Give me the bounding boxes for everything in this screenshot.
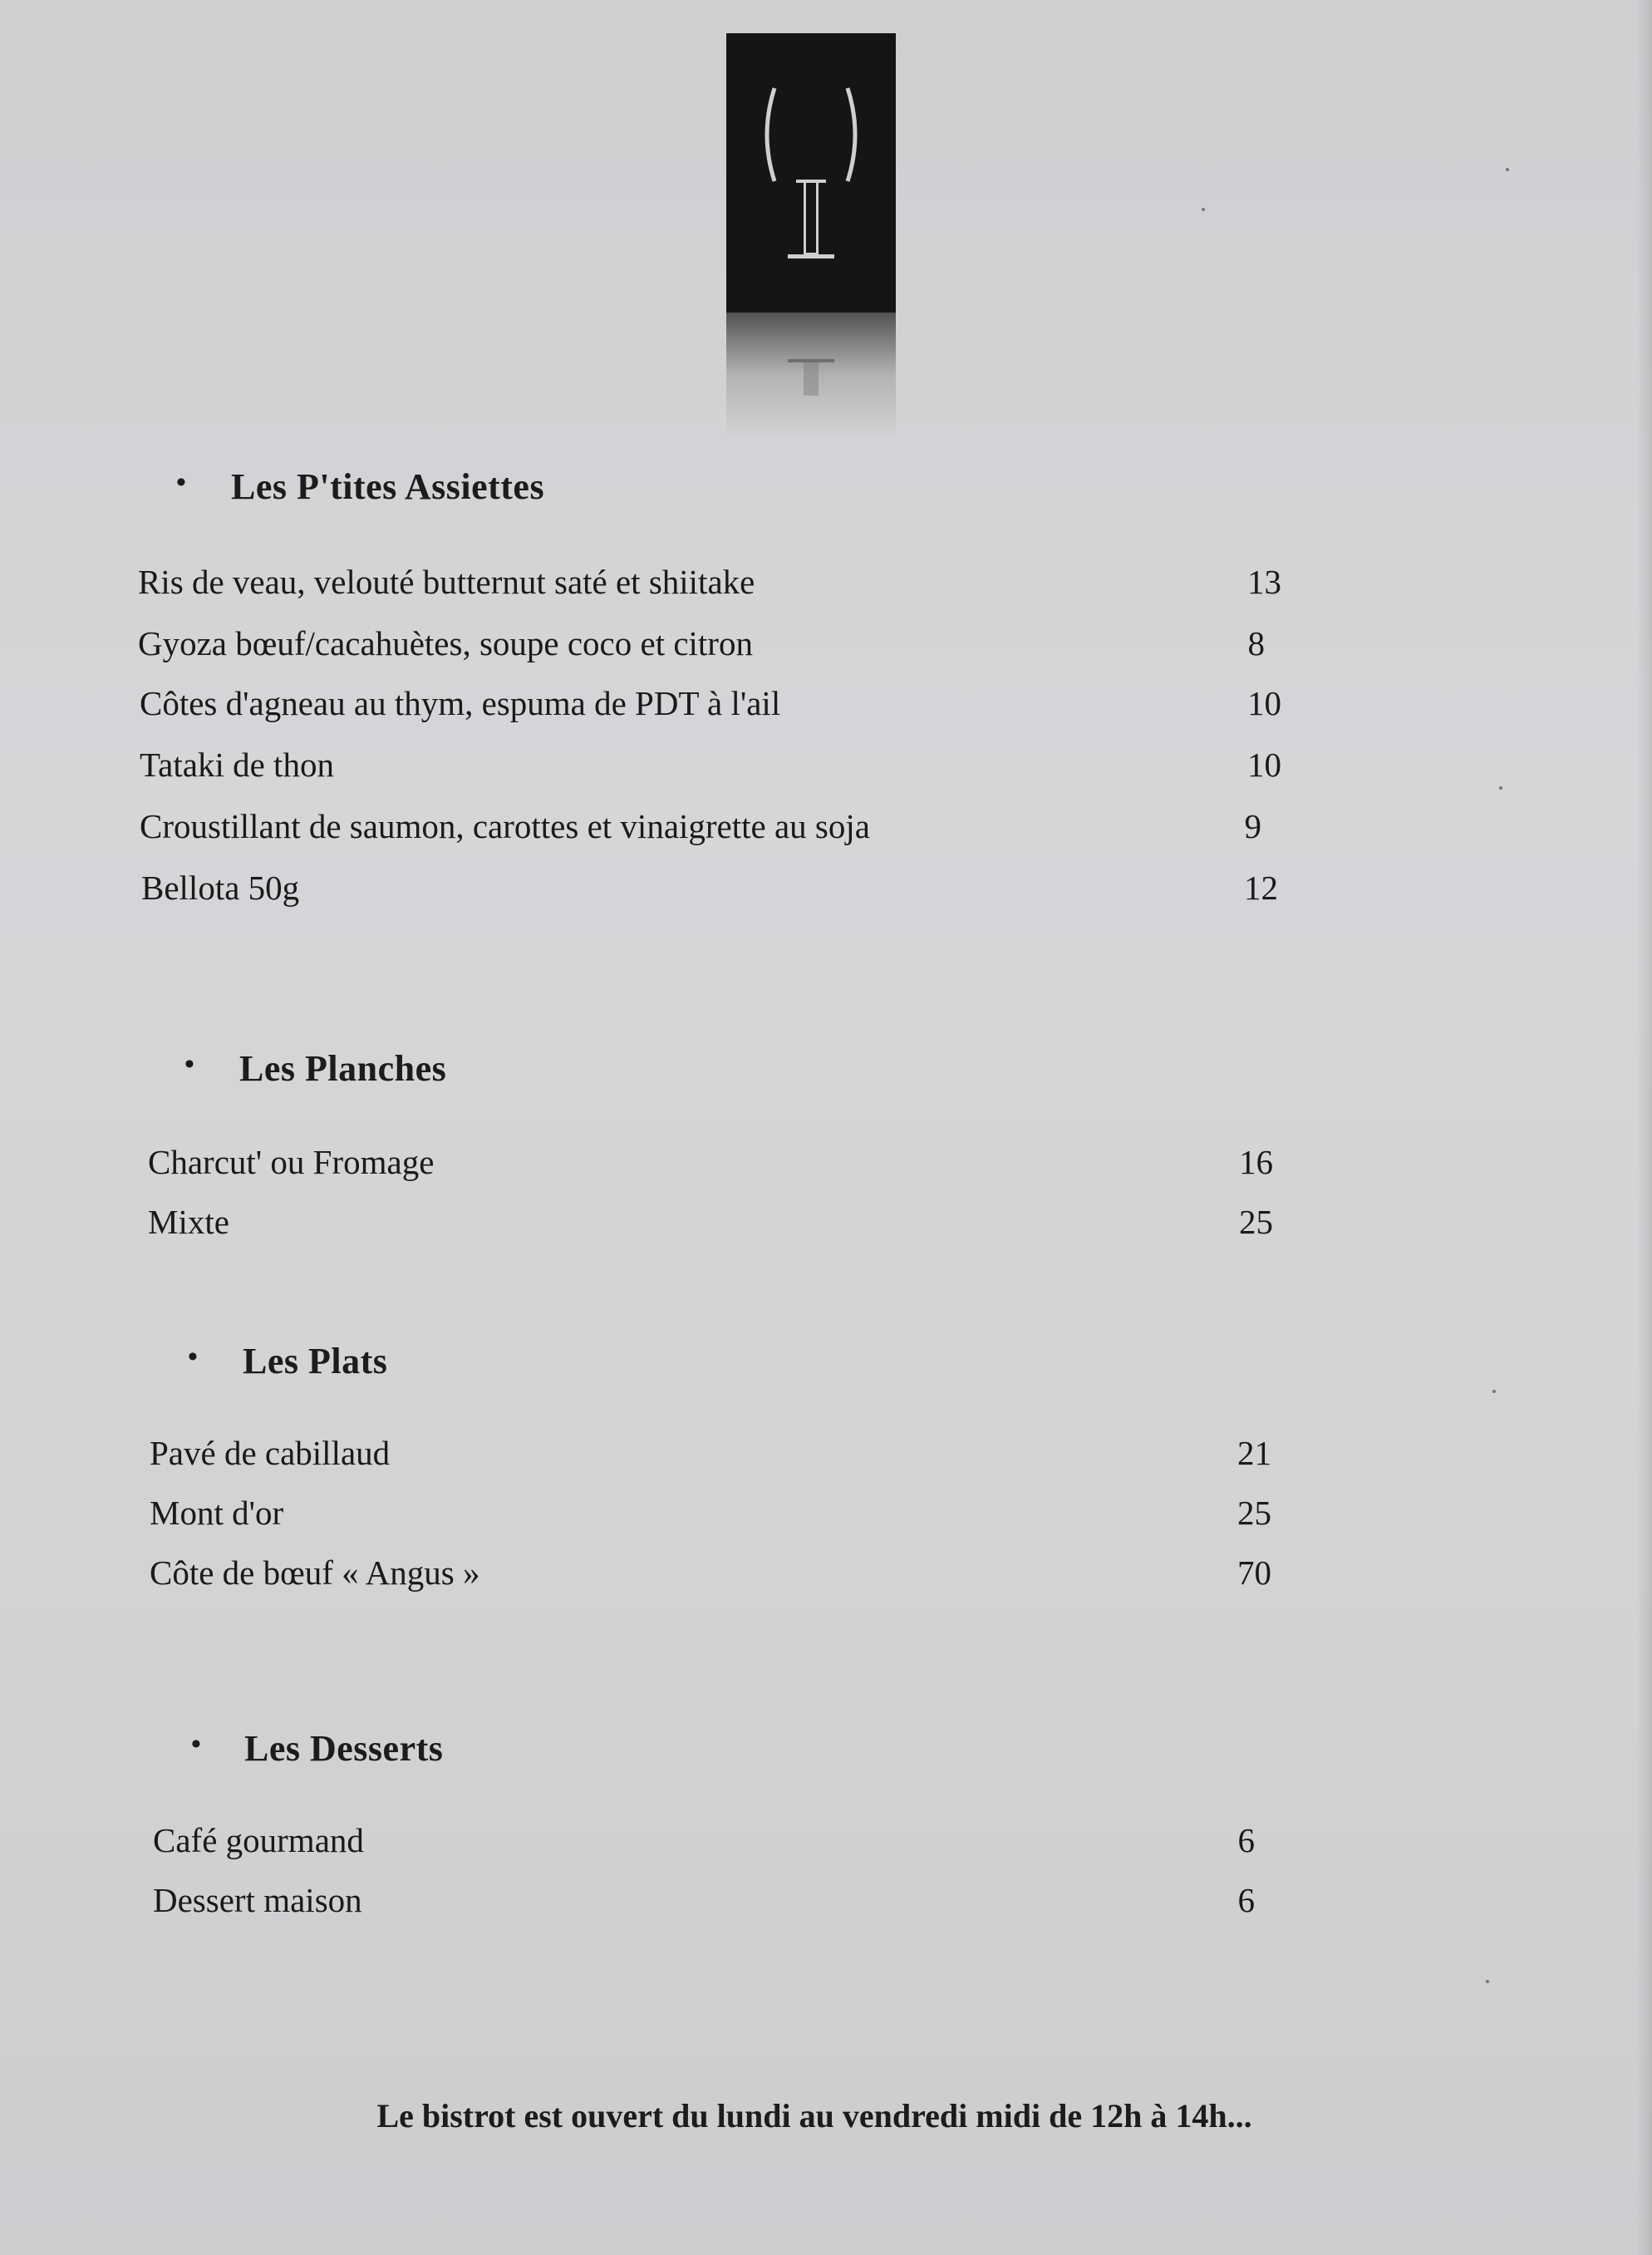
wine-glass-icon — [726, 33, 896, 432]
logo — [726, 33, 896, 416]
section-bullet: • — [191, 1729, 201, 1760]
paper-speck — [1506, 168, 1509, 171]
menu-item-price: 70 — [1237, 1553, 1271, 1592]
section-heading-ptites-assiettes: Les P'tites Assiettes — [231, 466, 545, 507]
menu-item-price: 9 — [1244, 807, 1261, 845]
menu-item-name: Pavé de cabillaud — [150, 1434, 391, 1472]
menu-item-name: Bellota 50g — [141, 869, 300, 907]
section-heading-plats: Les Plats — [243, 1341, 388, 1381]
section-bullet: • — [184, 1049, 194, 1080]
section-bullet: • — [176, 467, 186, 498]
menu-item-price: 25 — [1237, 1494, 1271, 1532]
menu-item-price: 16 — [1239, 1143, 1273, 1181]
paper-speck — [1492, 1390, 1496, 1393]
menu-item-name: Ris de veau, velouté butternut saté et shiitake — [138, 563, 755, 601]
paper-speck — [1202, 208, 1205, 211]
paper-edge-shadow — [1637, 0, 1652, 2255]
menu-item-name: Charcut' ou Fromage — [148, 1143, 435, 1181]
menu-item-name: Croustillant de saumon, carottes et vinaigrette au soja — [140, 807, 870, 845]
menu-item-name: Tataki de thon — [140, 746, 334, 784]
paper-speck — [1499, 786, 1502, 790]
menu-item-price: 6 — [1237, 1881, 1255, 1919]
menu-item-name: Dessert maison — [153, 1881, 362, 1919]
section-bullet: • — [188, 1342, 198, 1372]
menu-item-price: 13 — [1247, 563, 1281, 601]
menu-item-name: Mont d'or — [150, 1494, 284, 1532]
menu-item-price: 10 — [1247, 684, 1281, 722]
paper-speck — [1486, 1980, 1489, 1983]
menu-item-name: Gyoza bœuf/cacahuètes, soupe coco et citron — [138, 624, 753, 662]
menu-item-name: Mixte — [148, 1203, 229, 1241]
section-heading-desserts: Les Desserts — [244, 1728, 444, 1769]
menu-item-price: 12 — [1244, 869, 1278, 907]
section-heading-planches: Les Planches — [239, 1048, 447, 1089]
menu-item-name: Côte de bœuf « Angus » — [150, 1553, 480, 1592]
menu-item-name: Café gourmand — [153, 1821, 364, 1859]
menu-item-name: Côtes d'agneau au thym, espuma de PDT à l'ail — [140, 684, 781, 722]
menu-item-price: 6 — [1237, 1821, 1255, 1859]
menu-item-price: 8 — [1247, 624, 1265, 662]
opening-hours-note: Le bistrot est ouvert du lundi au vendredi midi de 12h à 14h... — [376, 2097, 1252, 2134]
menu-item-price: 21 — [1237, 1434, 1271, 1472]
menu-item-price: 25 — [1239, 1203, 1273, 1241]
menu-item-price: 10 — [1247, 746, 1281, 784]
